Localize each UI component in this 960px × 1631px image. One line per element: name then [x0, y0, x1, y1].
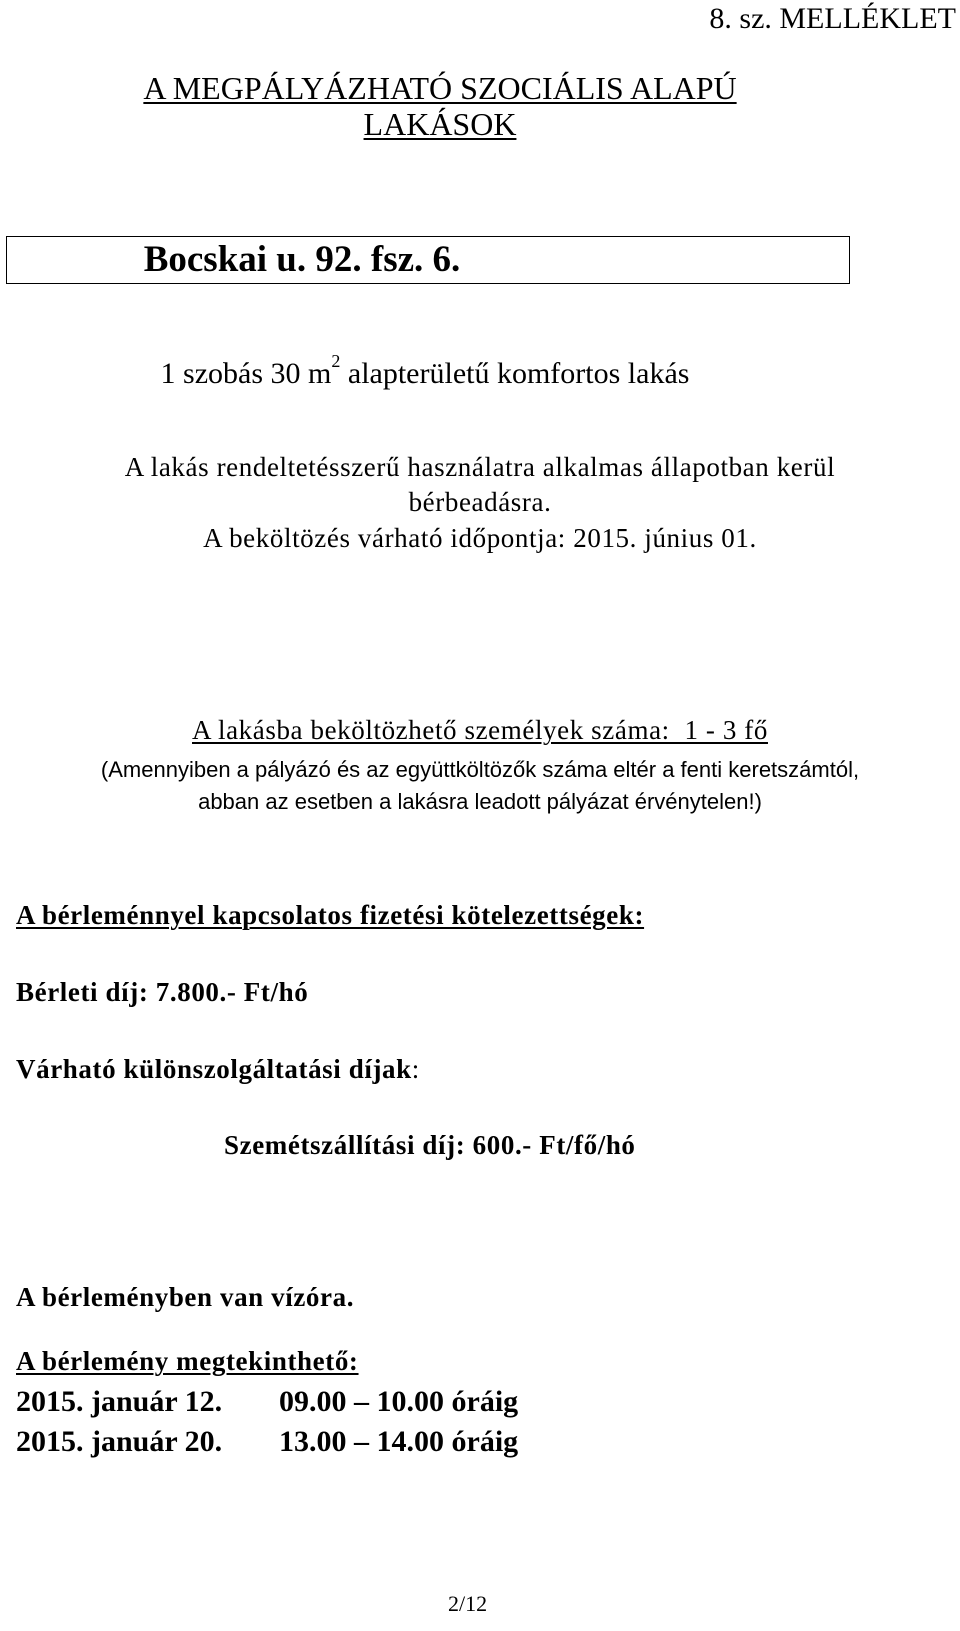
note-line-2: abban az esetben a lakásra leadott pályázat érvénytelen!) — [198, 789, 762, 814]
viewing-date: 2015. január 12. — [16, 1385, 223, 1418]
rent-value: : 7.800.- Ft/hó — [138, 977, 309, 1007]
condition-line-2: bérbeadásra. — [408, 487, 552, 517]
viewing-time: 09.00 – 10.00 óráig — [279, 1385, 519, 1418]
extra-fees-line — [16, 1054, 420, 1085]
rooms-pre: 1 szobás 30 m — [160, 357, 332, 390]
address: Bocskai u. 92. fsz. 6. — [143, 239, 461, 280]
rooms-post: alapterületű komfortos lakás — [340, 357, 690, 390]
water-meter-note: A bérleményben van vízóra. — [16, 1282, 355, 1312]
room-description — [0, 351, 850, 391]
rent-line — [16, 977, 308, 1008]
extra-fees-label: Várható különszolgáltatási díjak — [16, 1054, 412, 1084]
page-number: 2/12 — [448, 1591, 488, 1616]
viewing-row — [16, 1425, 518, 1459]
annex-label: 8. sz. MELLÉKLET — [709, 2, 956, 35]
viewing-heading: A bérlemény megtekinthető: — [16, 1346, 359, 1376]
rent-label: Bérleti díj — [16, 977, 139, 1007]
waste-fee: Szemétszállítási díj: 600.- Ft/fő/hó — [224, 1130, 636, 1160]
note-line-1: (Amennyiben a pályázó és az együttköltözők száma eltér a fenti keretszámtól, — [100, 757, 860, 782]
persons-count: A lakásba beköltözhető személyek száma: 1 - 3 fő — [192, 715, 768, 745]
viewing-date: 2015. január 20. — [16, 1425, 223, 1458]
move-in-date: A beköltözés várható időpontja: 2015. június 01. — [203, 523, 757, 553]
page-title: A MEGPÁLYÁZHATÓ SZOCIÁLIS ALAPÚ LAKÁSOK — [143, 70, 737, 142]
condition-line-1: A lakás rendeltetésszerű használatra alkalmas állapotban kerül — [124, 452, 836, 482]
viewing-time: 13.00 – 14.00 óráig — [279, 1425, 519, 1458]
viewing-row — [16, 1385, 518, 1419]
payment-heading: A bérleménnyel kapcsolatos fizetési kötelezettségek: — [16, 900, 645, 930]
extra-fees-colon: : — [411, 1054, 420, 1084]
rooms-sup: 2 — [331, 351, 341, 371]
